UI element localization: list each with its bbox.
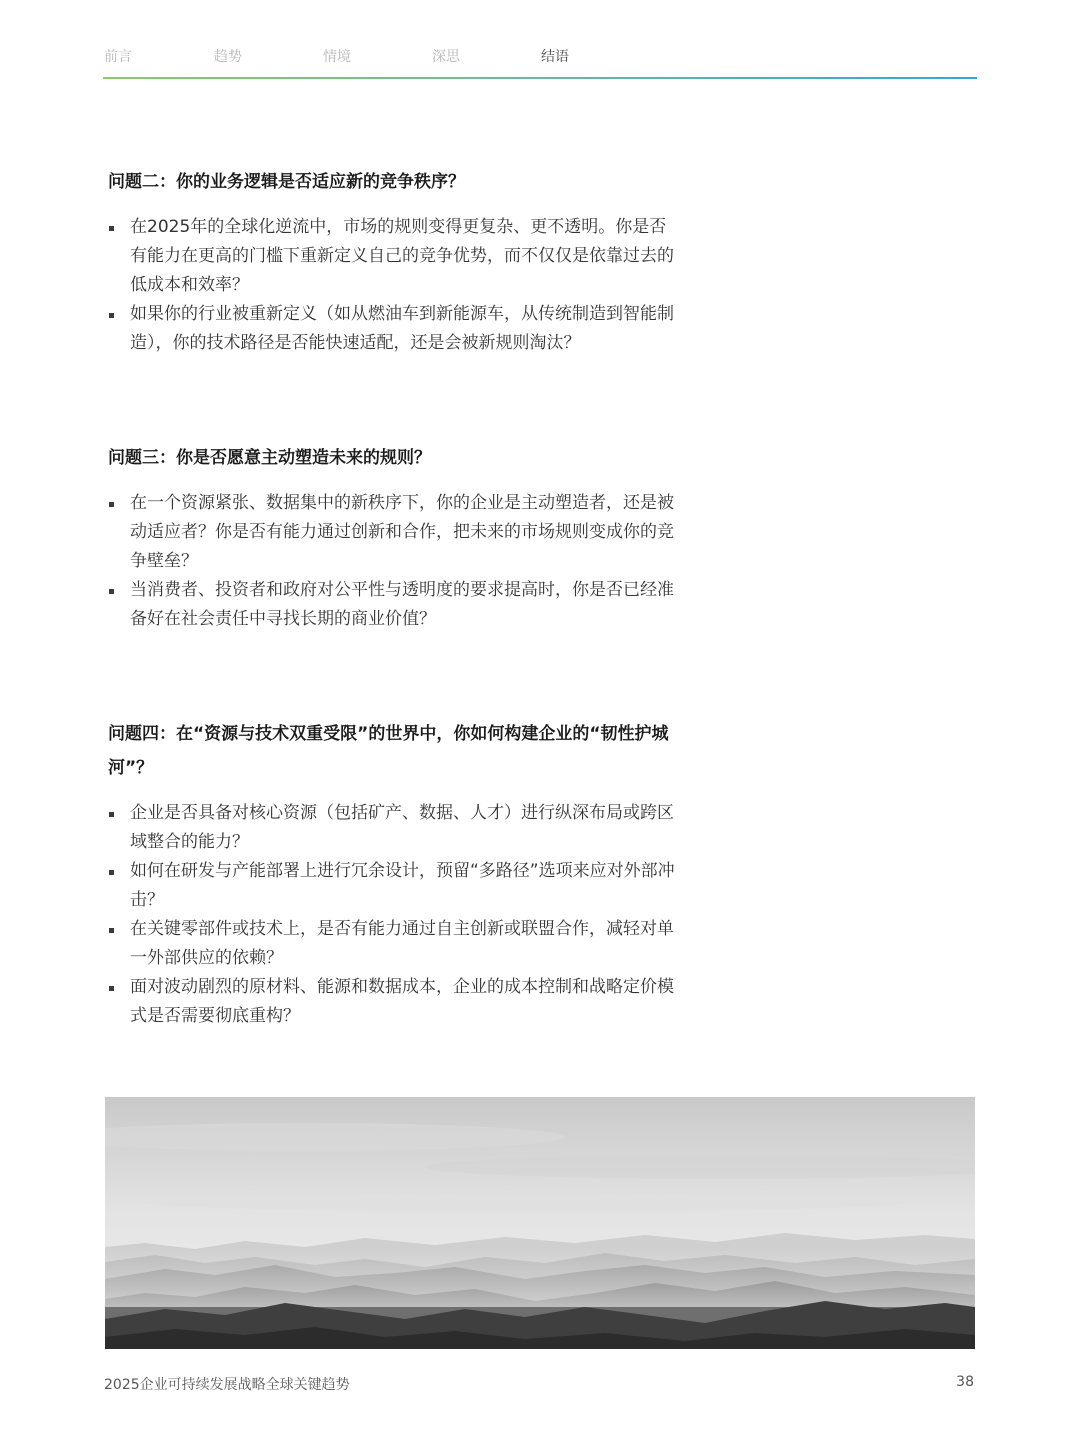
mountain-landscape-image bbox=[105, 1097, 975, 1349]
bullet-item: 如果你的行业被重新定义（如从燃油车到新能源车，从传统制造到智能制造），你的技术路径是否能快速适配，还是会被新规则淘汰？ bbox=[108, 300, 680, 358]
section-heading: 问题三：你是否愿意主动塑造未来的规则？ bbox=[108, 448, 431, 468]
bullet-item: 面对波动剧烈的原材料、能源和数据成本，企业的成本控制和战略定价模式是否需要彻底重构？ bbox=[108, 973, 680, 1031]
footer-report-title: 2025企业可持续发展战略全球关键趋势 bbox=[104, 1377, 350, 1393]
nav-item-preface[interactable]: 前言 bbox=[104, 49, 132, 65]
bullet-list bbox=[108, 213, 680, 358]
nav-item-trends[interactable]: 趋势 bbox=[214, 49, 242, 65]
nav-item-scenarios[interactable]: 情境 bbox=[323, 49, 351, 65]
bullet-item: 如何在研发与产能部署上进行冗余设计，预留“多路径”选项来应对外部冲击？ bbox=[108, 857, 680, 915]
nav-item-conclusion[interactable]: 结语 bbox=[541, 49, 569, 65]
question-two-section bbox=[108, 165, 680, 358]
page-number: 38 bbox=[956, 1374, 974, 1390]
question-four-section bbox=[108, 717, 680, 1031]
section-heading: 问题四：在“资源与技术双重受限”的世界中，你如何构建企业的“韧性护城河”？ bbox=[108, 724, 669, 778]
nav-divider bbox=[103, 77, 977, 79]
nav-item-reflection[interactable]: 深思 bbox=[432, 49, 460, 65]
bullet-item: 当消费者、投资者和政府对公平性与透明度的要求提高时，你是否已经准备好在社会责任中寻找长期的商业价值？ bbox=[108, 576, 680, 634]
bullet-item: 在一个资源紧张、数据集中的新秩序下，你的企业是主动塑造者，还是被动适应者？你是否有能力通过创新和合作，把未来的市场规则变成你的竞争壁垒？ bbox=[108, 489, 680, 576]
section-heading: 问题二：你的业务逻辑是否适应新的竞争秩序？ bbox=[108, 172, 465, 192]
bullet-list bbox=[108, 489, 680, 634]
bullet-item: 企业是否具备对核心资源（包括矿产、数据、人才）进行纵深布局或跨区域整合的能力？ bbox=[108, 799, 680, 857]
bullet-list bbox=[108, 799, 680, 1031]
bullet-item: 在关键零部件或技术上，是否有能力通过自主创新或联盟合作，减轻对单一外部供应的依赖？ bbox=[108, 915, 680, 973]
bullet-item: 在2025年的全球化逆流中，市场的规则变得更复杂、更不透明。你是否有能力在更高的门槛下重新定义自己的竞争优势，而不仅仅是依靠过去的低成本和效率？ bbox=[108, 213, 680, 300]
question-three-section bbox=[108, 441, 680, 634]
